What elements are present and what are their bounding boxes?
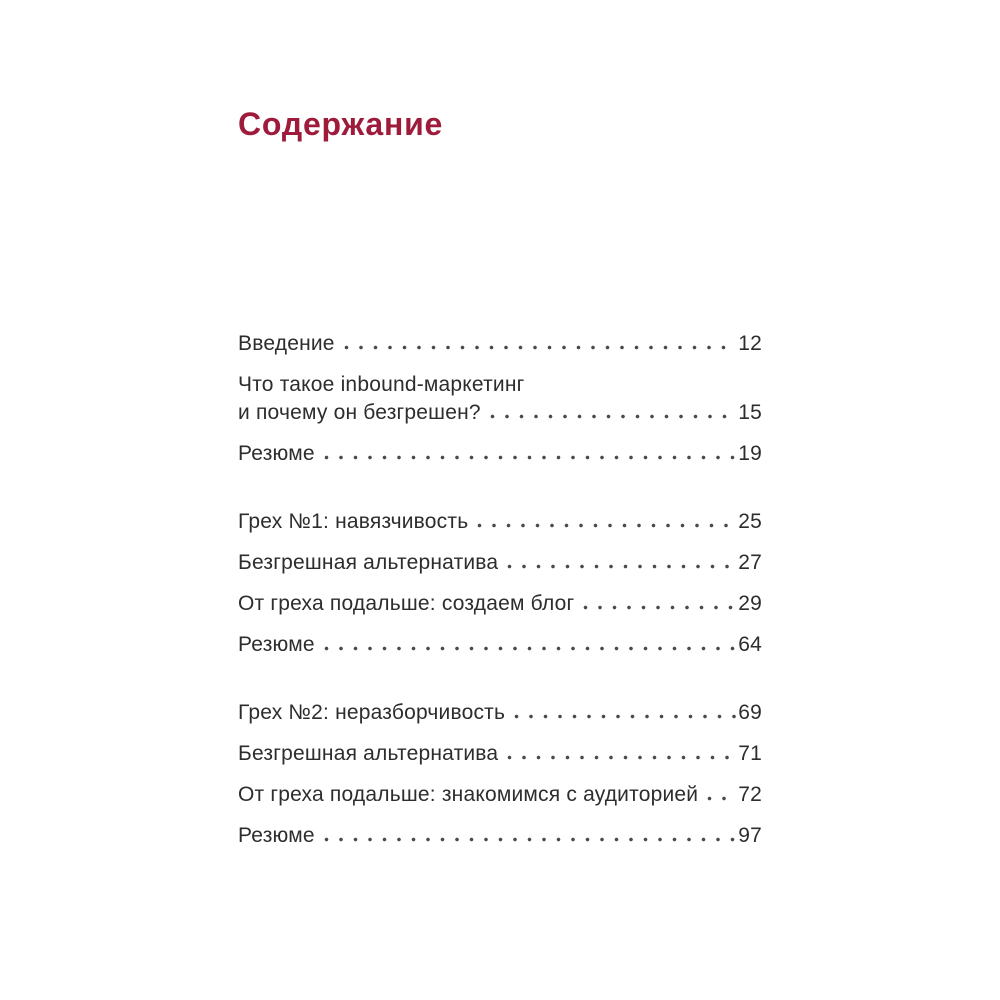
toc-entry-line xyxy=(238,631,762,659)
leader-dots xyxy=(514,714,736,719)
toc-entry-line xyxy=(238,508,762,536)
toc-entry xyxy=(238,822,762,850)
toc-entry-label: и почему он безгрешен? xyxy=(238,401,481,424)
toc-entry-label: Введение xyxy=(238,332,335,355)
toc-group-sin-1 xyxy=(238,508,762,659)
toc-entry-label: Резюме xyxy=(238,824,315,847)
leader-dots xyxy=(477,523,736,528)
toc-entry-label: Что такое inbound-маркетинг xyxy=(238,373,525,396)
toc-entry-line xyxy=(238,549,762,577)
toc-entry-label: От греха подальше: знакомимся с аудиторией xyxy=(238,783,699,806)
toc-entry xyxy=(238,699,762,727)
page-title: Содержание xyxy=(238,106,444,142)
leader-dots xyxy=(344,345,737,350)
toc-page-number: 15 xyxy=(738,401,762,424)
toc-entry-label: Безгрешная альтернатива xyxy=(238,551,499,574)
toc-entry-line xyxy=(238,330,762,358)
toc-entry-label: Резюме xyxy=(238,442,315,465)
toc-page-number: 72 xyxy=(738,783,762,806)
toc-entry-line xyxy=(238,822,762,850)
toc-entry xyxy=(238,549,762,577)
toc-page-number: 64 xyxy=(738,633,762,656)
toc-page-number: 19 xyxy=(738,442,762,465)
toc-entry-label: Резюме xyxy=(238,633,315,656)
toc-page-number: 71 xyxy=(738,742,762,765)
toc-entry-line xyxy=(238,740,762,768)
toc-entry xyxy=(238,330,762,358)
toc-group-sin-2 xyxy=(238,699,762,850)
leader-dots xyxy=(324,646,736,651)
toc-entry-label: Грех №2: неразборчивость xyxy=(238,701,506,724)
toc-entry-line xyxy=(238,781,762,809)
leader-dots xyxy=(324,837,736,842)
toc-entry-line xyxy=(238,371,762,399)
toc-entry xyxy=(238,508,762,536)
leader-dots xyxy=(583,605,736,610)
toc-entry-label: От греха подальше: создаем блог xyxy=(238,592,575,615)
toc-list xyxy=(238,330,762,863)
toc-entry-line xyxy=(238,590,762,618)
leader-dots xyxy=(507,755,736,760)
leader-dots xyxy=(490,414,736,419)
toc-entry xyxy=(238,590,762,618)
toc-page-number: 97 xyxy=(738,824,762,847)
toc-group-intro xyxy=(238,330,762,468)
toc-entry xyxy=(238,781,762,809)
toc-entry xyxy=(238,371,762,427)
toc-entry-line xyxy=(238,399,762,427)
toc-page-number: 12 xyxy=(738,332,762,355)
toc-page-number: 29 xyxy=(738,592,762,615)
toc-page-number: 69 xyxy=(738,701,762,724)
leader-dots xyxy=(324,455,736,460)
toc-page-number: 27 xyxy=(738,551,762,574)
toc-entry-label: Безгрешная альтернатива xyxy=(238,742,499,765)
toc-entry-label: Грех №1: навязчивость xyxy=(238,510,469,533)
toc-entry-line xyxy=(238,440,762,468)
toc-entry xyxy=(238,631,762,659)
toc-entry-line xyxy=(238,699,762,727)
toc-entry xyxy=(238,740,762,768)
toc-entry xyxy=(238,440,762,468)
leader-dots xyxy=(707,796,736,801)
toc-page-number: 25 xyxy=(738,510,762,533)
leader-dots xyxy=(507,564,736,569)
